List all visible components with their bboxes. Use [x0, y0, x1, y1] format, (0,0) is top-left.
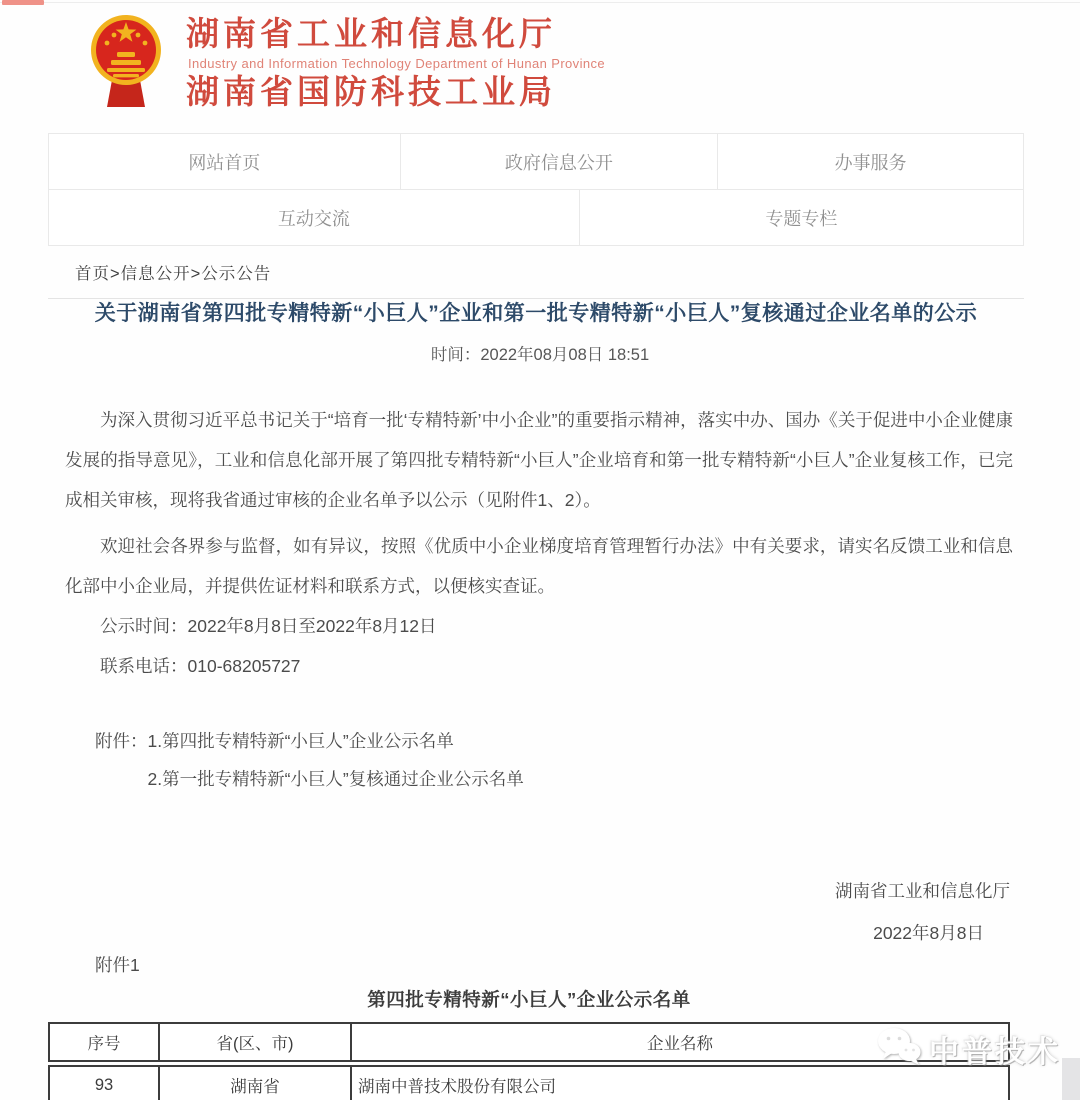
cell-province: 湖南省 — [158, 1067, 350, 1100]
nav-item-home[interactable]: 网站首页 — [188, 152, 261, 173]
watermark-text: 中普技术 — [929, 1035, 1061, 1069]
nav-row-2 — [48, 190, 1024, 246]
attachments-block — [95, 722, 524, 798]
nav-item-interaction[interactable]: 互动交流 — [277, 208, 350, 229]
publicity-period: 公示时间：2022年8月8日至2022年8月12日 — [100, 616, 437, 636]
breadcrumb[interactable]: 首页>信息公开>公示公告 — [75, 265, 272, 283]
nav-item-services[interactable]: 办事服务 — [717, 134, 1023, 189]
cell-company: 湖南中普技术股份有限公司 — [350, 1067, 1008, 1100]
attachment-item-1: 1.第四批专精特新“小巨人”企业公示名单 — [147, 731, 454, 751]
top-red-scan-mark — [2, 0, 44, 5]
attachments-label: 附件： — [95, 731, 148, 751]
nav-row-1 — [48, 133, 1024, 190]
page-title: 关于湖南省第四批专精特新“小巨人”企业和第一批专精特新“小巨人”复核通过企业名单的公示 — [94, 302, 978, 325]
table-row — [48, 1065, 1010, 1100]
signature-date: 2022年8月8日 — [873, 923, 984, 943]
contact-phone: 联系电话：010-68205727 — [100, 656, 301, 676]
nav-item-gov-info[interactable]: 政府信息公开 — [400, 134, 718, 189]
col-header-index: 序号 — [87, 1035, 121, 1053]
site-header — [88, 10, 605, 115]
nav-item-special-columns[interactable]: 专题专栏 — [579, 190, 1023, 245]
org-name-line1: 湖南省工业和信息化厅 — [186, 15, 556, 52]
national-emblem-icon — [88, 10, 164, 115]
article-body — [65, 400, 1013, 686]
publish-time: 时间：2022年08月08日 18:51 — [430, 346, 650, 364]
attachment-item-2: 2.第一批专精特新“小巨人”复核通过企业公示名单 — [147, 769, 524, 789]
right-edge-scan-mark — [1062, 1058, 1080, 1100]
org-name-line2: 湖南省国防科技工业局 — [186, 73, 556, 111]
org-name-english: Industry and Information Technology Department of Hunan Province — [188, 56, 606, 72]
org-title-block — [186, 10, 605, 111]
table-header-row — [48, 1022, 1010, 1062]
col-header-company: 企业名称 — [350, 1024, 1008, 1060]
enterprise-table — [48, 1022, 1010, 1100]
breadcrumb-bar — [48, 250, 1024, 299]
attachment1-label: 附件1 — [95, 955, 140, 975]
attachments-list — [148, 722, 524, 798]
col-header-province: 省(区、市) — [158, 1024, 350, 1060]
signature-org: 湖南省工业和信息化厅 — [835, 881, 1010, 901]
main-nav — [48, 133, 1024, 246]
paragraph-2: 欢迎社会各界参与监督，如有异议，按照《优质中小企业梯度培育管理暂行办法》中有关要求，请实名反馈工业和信息化部中小企业局，并提供佐证材料和联系方式，以便核实查证。 — [65, 536, 1013, 596]
cell-index: 93 — [94, 1075, 114, 1094]
top-divider — [0, 2, 1080, 3]
table-title: 第四批专精特新“小巨人”企业公示名单 — [367, 989, 691, 1010]
paragraph-1: 为深入贯彻习近平总书记关于“培育一批‘专精特新’中小企业”的重要指示精神，落实中办、国办《关于促进中小企业健康发展的指导意见》，工业和信息化部开展了第四批专精特新“小巨人”企业培育和第一批专精特新“小巨人”企业复核工作，已完成相关审核，现将我省通过审核的企业名单予以公示（见附件1、2）。 — [65, 410, 1013, 510]
